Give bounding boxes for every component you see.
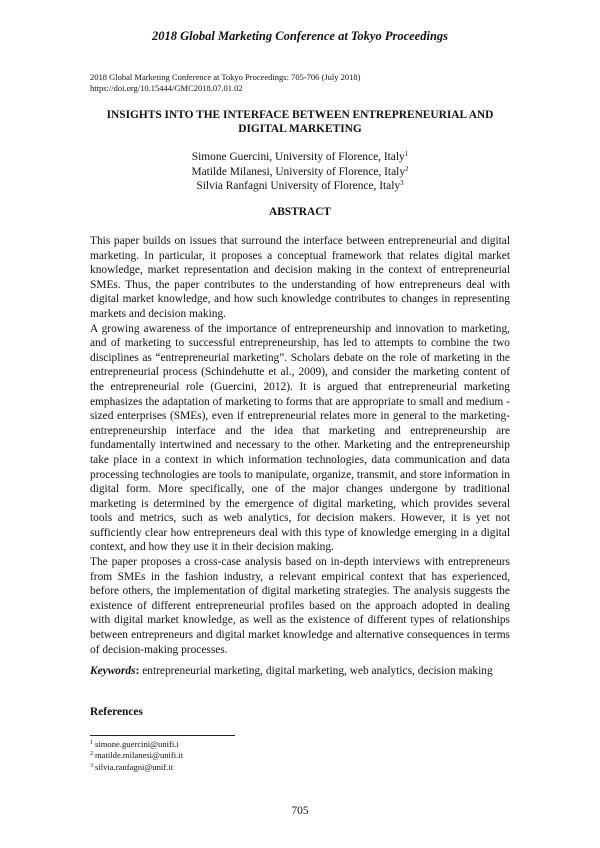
author-line bbox=[90, 165, 510, 180]
author-list bbox=[90, 150, 510, 194]
email-link[interactable]: simone.guercini@unifi.i bbox=[95, 739, 179, 749]
footnotes bbox=[90, 739, 183, 773]
footnote bbox=[90, 762, 183, 773]
abstract-paragraph: This paper builds on issues that surround the interface between entrepreneurial and digital marketing. In particular, it proposes a conceptual framework that relates digital market knowledge, market representation and decision making in the context of entrepreneurial SMEs. Thus, the paper contributes to the understanding of how entrepreneurs deal with digital market knowledge, and how such knowledge contributes to changes in representing markets and decision making. bbox=[90, 235, 510, 320]
running-header: 2018 Global Marketing Conference at Tokyo Proceedings bbox=[151, 29, 449, 43]
references-heading: References bbox=[90, 706, 143, 718]
keywords-text: entrepreneurial marketing, digital marketing, web analytics, decision making bbox=[139, 665, 493, 677]
abstract-paragraph: The paper proposes a cross-case analysis based on in-depth interviews with entrepreneurs from SMEs in the fashion industry, a relevant empirical context that has experienced, before others, the implementation of digital marketing strategies. The analysis suggests the existence of different entrepreneurial profiles based on the approach adopted in dealing with digital market knowledge, as well as the existence of different types of relationships between entrepreneurs and digital market knowledge and alternative consequences in terms of decision-making processes. bbox=[90, 556, 510, 656]
footnote-marker[interactable]: 2 bbox=[405, 164, 409, 173]
footnote-number: 2 bbox=[90, 751, 93, 758]
paper-title-line-2: DIGITAL MARKETING bbox=[238, 123, 362, 135]
footnote-marker[interactable]: 1 bbox=[404, 150, 409, 158]
abstract-heading: ABSTRACT bbox=[268, 206, 332, 218]
footnote bbox=[90, 750, 183, 761]
author-line bbox=[90, 150, 510, 165]
citation-block bbox=[90, 72, 510, 94]
email-link[interactable]: matilde.milanesi@unifi.it bbox=[95, 750, 184, 761]
citation-line: 2018 Global Marketing Conference at Tokyo Proceedings: 705-706 (July 2018) bbox=[90, 72, 361, 82]
author-affiliation: Silvia Ranfagni University of Florence, Italy bbox=[196, 180, 401, 192]
keywords-label: Keywords bbox=[90, 665, 136, 677]
doi-link[interactable]: https://doi.org/10.15444/GMC2018.07.01.02 bbox=[90, 83, 243, 93]
keywords bbox=[90, 664, 510, 679]
footnote-number: 1 bbox=[90, 740, 93, 746]
footnote bbox=[90, 739, 183, 750]
page-number: 705 bbox=[291, 805, 309, 817]
email-link[interactable]: silvia.ranfagni@unif.it bbox=[95, 761, 174, 772]
author-affiliation: Matilde Milanesi, University of Florence, Italy bbox=[191, 165, 406, 178]
paper-title-line-1: INSIGHTS INTO THE INTERFACE BETWEEN ENTREPRENEURIAL AND bbox=[106, 109, 494, 121]
footnote-marker[interactable]: 3 bbox=[400, 179, 404, 187]
footnote-divider bbox=[90, 735, 235, 736]
author-affiliation: Simone Guercini, University of Florence, Italy bbox=[191, 151, 405, 163]
keywords-separator: : bbox=[135, 665, 140, 677]
footnote-number: 3 bbox=[90, 762, 93, 769]
abstract-body bbox=[90, 234, 510, 657]
paper-title bbox=[90, 108, 510, 136]
abstract-paragraph: A growing awareness of the importance of entrepreneurship and innovation to marketing, and of marketing to successful entrepreneurship, has led to attempts to combine the two disciplines as “entrepreneurial marketing”. Scholars debate on the role of marketing in the entrepreneurial process (Schindehutte et al., 2009), and consider the marketing content of the entrepreneurial role (Guercini, 2012). It is argued that entrepreneurial marketing emphasizes the adaptation of marketing to forms that are appropriate to small and medium - sized enterprises (SMEs), even if entrepreneurial relates more in general to the marketing-entrepreneurship interface and the idea that marketing and entrepreneurship are fundamentally intertwined and necessary to the other. Marketing and the entrepreneurship take place in a context in which information technologies, data communication and data processing technologies are tools to manipulate, organize, transmit, and store information in digital form. More specifically, one of the major changes undergone by traditional marketing is determined by the emergence of digital marketing, which provides several tools and metrics, such as web analytics, for decision makers. However, it is yet not sufficiently clear how entrepreneurs deal with this type of knowledge emerging in a digital context, and how they use it in their decision making. bbox=[90, 322, 510, 554]
author-line bbox=[90, 179, 510, 194]
